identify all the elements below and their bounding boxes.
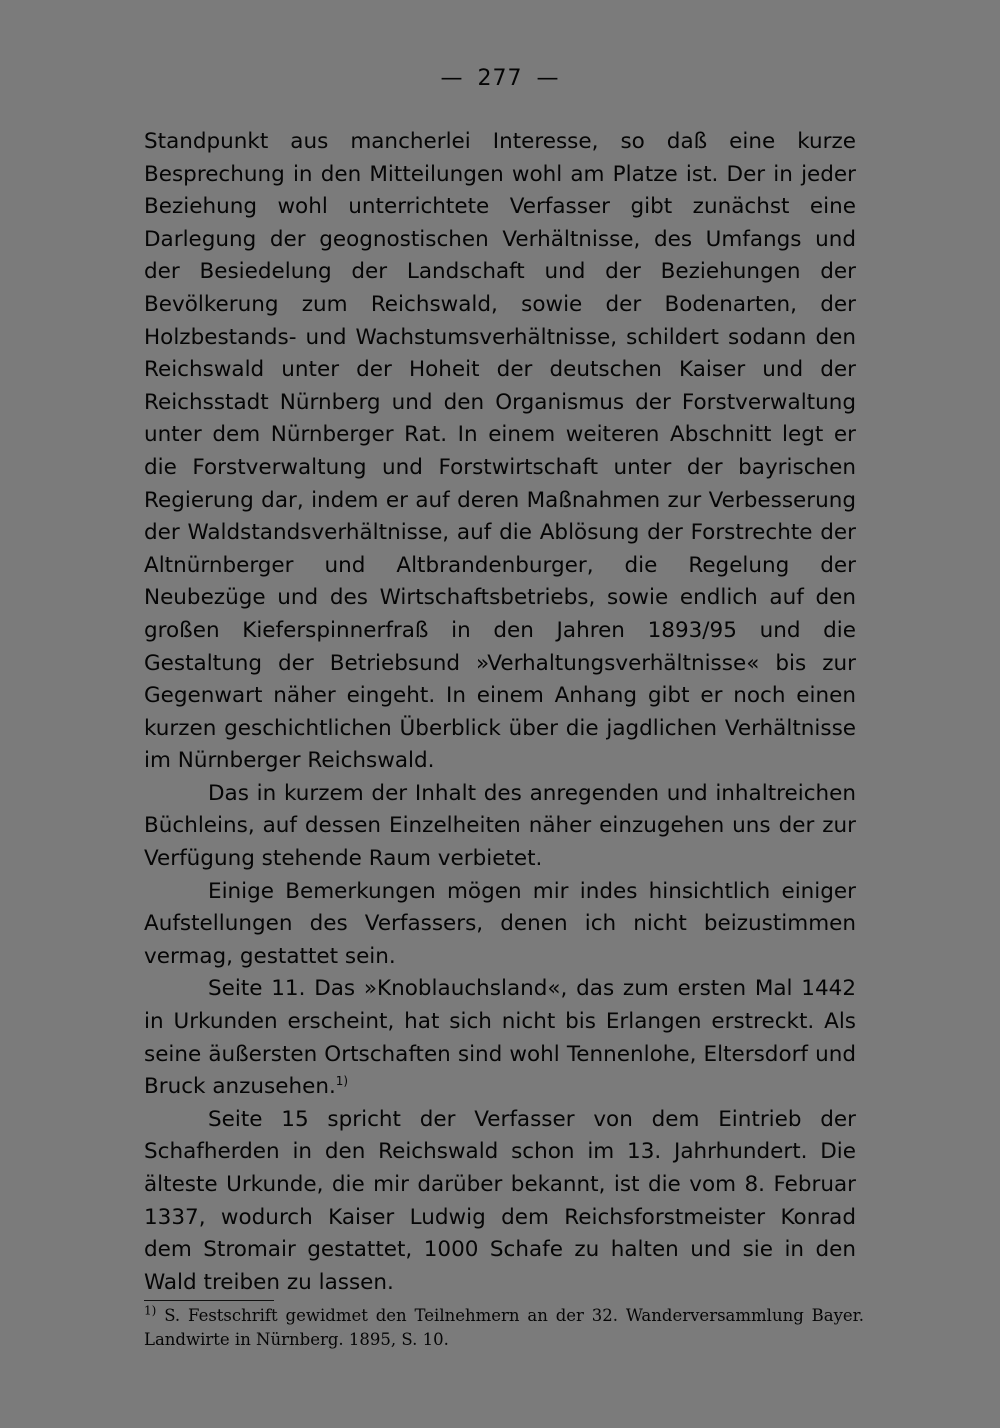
paragraph-1: Standpunkt aus mancherlei Interesse, so daß eine kurze Besprechung in den Mitteilungen wohl am Platze ist. Der in jeder Beziehung wohl unterrichtete Verfasser gibt zunächst eine Darlegung der geognostischen Verhältnisse, des Umfangs und der Besiedelung der Landschaft und der Beziehungen der Bevölkerung zum Reichswald, sowie der Bodenarten, der Holzbestands- und Wachstumsverhältnisse, schildert sodann den Reichswald unter der Hoheit der deutschen Kaiser und der Reichsstadt Nürnberg und den Organismus der Forstverwaltung unter dem Nürnberger Rat. In einem weiteren Abschnitt legt er die Forstverwaltung und Forstwirtschaft unter der bayrischen Regierung dar, indem er auf deren Maßnahmen zur Verbesserung der Waldstandsverhältnisse, auf die Ablösung der Forstrechte der Altnürnberger und Altbrandenburger, die Regelung der Neubezüge und des Wirtschaftsbetriebs, sowie endlich auf den großen Kieferspinnerfraß in den Jahren 1893/95 und die Gestaltung der Betriebsund »Verhaltungsverhältnisse« bis zur Gegenwart näher eingeht. In einem Anhang gibt er noch einen kurzen geschichtlichen Überblick über die jagdlichen Verhältnisse im Nürnberger Reichswald.: [144, 129, 856, 774]
footnote-text: S. Festschrift gewidmet den Teilnehmern an der 32. Wanderversammlung Bayer. Landwirte in Nürnberg. 1895, S. 10.: [144, 1306, 865, 1349]
paragraph-3: Einige Bemerkungen mögen mir indes hinsichtlich einiger Aufstellungen des Verfassers, denen ich nicht beizustimmen vermag, gestattet sein.: [144, 878, 856, 969]
footnote: [144, 1304, 864, 1352]
footnote-marker: 1): [144, 1303, 157, 1318]
paragraph-5: Seite 15 spricht der Verfasser von dem Eintrieb der Schafherden in den Reichswald schon im 13. Jahrhundert. Die älteste Urkunde, die mir darüber bekannt, ist die vom 8. Februar 1337, wodurch Kaiser Ludwig dem Reichsforstmeister Konrad dem Stromair gestattet, 1000 Schafe zu halten und sie in den Wald treiben zu lassen.: [144, 1106, 856, 1295]
header-dash-left: —: [440, 66, 464, 91]
paragraph-4-text: Seite 11. Das »Knoblauchsland«, das zum ersten Mal 1442 in Urkunden erscheint, hat sich nicht bis Erlangen erstreckt. Als seine äußersten Ortschaften sind wohl Tennenlohe, Eltersdorf und Bruck anzusehen.: [144, 976, 856, 1100]
footnote-reference: 1): [335, 1074, 349, 1089]
page-header: [0, 66, 1000, 91]
paragraph-4: [144, 973, 856, 1103]
header-dash-right: —: [536, 66, 560, 91]
body-text: [144, 126, 856, 1299]
footnote-divider: [144, 1300, 274, 1301]
paragraph-2: Das in kurzem der Inhalt des anregenden und inhaltreichen Büchleins, auf dessen Einzelheiten näher einzugehen uns der zur Verfügung stehende Raum verbietet.: [144, 780, 856, 872]
page-number: 277: [477, 66, 523, 91]
